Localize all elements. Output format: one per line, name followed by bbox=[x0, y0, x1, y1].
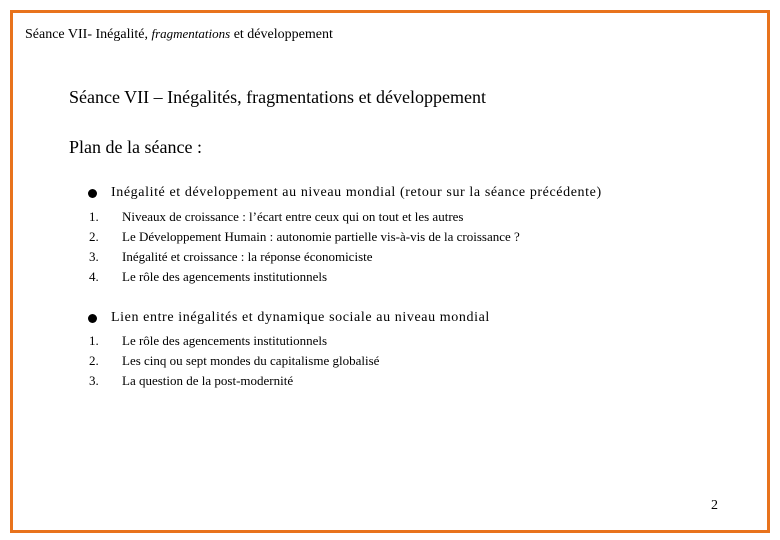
list-item-text: Le rôle des agencements institutionnels bbox=[122, 333, 328, 348]
list-item-text: Le Développement Humain : autonomie partielle vis-à-vis de la croissance ? bbox=[122, 229, 520, 244]
list-item-text: Le rôle des agencements institutionnels bbox=[122, 269, 328, 284]
list-item-number: 1. bbox=[89, 333, 99, 348]
header-text-part3: et développement bbox=[230, 27, 333, 42]
section-2-list bbox=[89, 331, 379, 391]
section-2-bullet bbox=[88, 310, 490, 326]
section-1-bullet bbox=[88, 185, 602, 201]
list-item-text: La question de la post-modernité bbox=[122, 373, 294, 388]
list-item bbox=[89, 267, 520, 287]
list-item-number: 2. bbox=[89, 353, 99, 368]
list-item bbox=[89, 351, 379, 371]
section-2-bullet-text: Lien entre inégalités et dynamique sociale au niveau mondial bbox=[111, 310, 490, 325]
list-item-number: 4. bbox=[89, 269, 99, 284]
slide-header bbox=[25, 26, 333, 43]
section-1-bullet-text: Inégalité et développement au niveau mondial (retour sur la séance précédente) bbox=[111, 185, 602, 200]
plan-heading: Plan de la séance : bbox=[69, 137, 202, 157]
list-item bbox=[89, 331, 379, 351]
list-item-number: 2. bbox=[89, 229, 99, 244]
list-item bbox=[89, 247, 520, 267]
list-item-text: Niveaux de croissance : l’écart entre ceux qui on tout et les autres bbox=[122, 209, 464, 224]
bullet-dot-icon bbox=[88, 314, 97, 323]
list-item-text: Les cinq ou sept mondes du capitalisme globalisé bbox=[122, 353, 380, 368]
list-item-number: 3. bbox=[89, 373, 99, 388]
list-item bbox=[89, 207, 520, 227]
header-text-part2: fragmentations bbox=[151, 26, 231, 41]
list-item-text: Inégalité et croissance : la réponse économiciste bbox=[122, 249, 373, 264]
bullet-dot-icon bbox=[88, 189, 97, 198]
list-item bbox=[89, 227, 520, 247]
slide-title: Séance VII – Inégalités, fragmentations et développement bbox=[69, 87, 487, 107]
list-item-number: 3. bbox=[89, 249, 99, 264]
header-text-part1: Séance VII- Inégalité, bbox=[25, 27, 152, 42]
section-1-list bbox=[89, 207, 520, 287]
slide-frame bbox=[10, 10, 770, 533]
page-number: 2 bbox=[711, 498, 718, 513]
list-item-number: 1. bbox=[89, 209, 99, 224]
list-item bbox=[89, 371, 379, 391]
